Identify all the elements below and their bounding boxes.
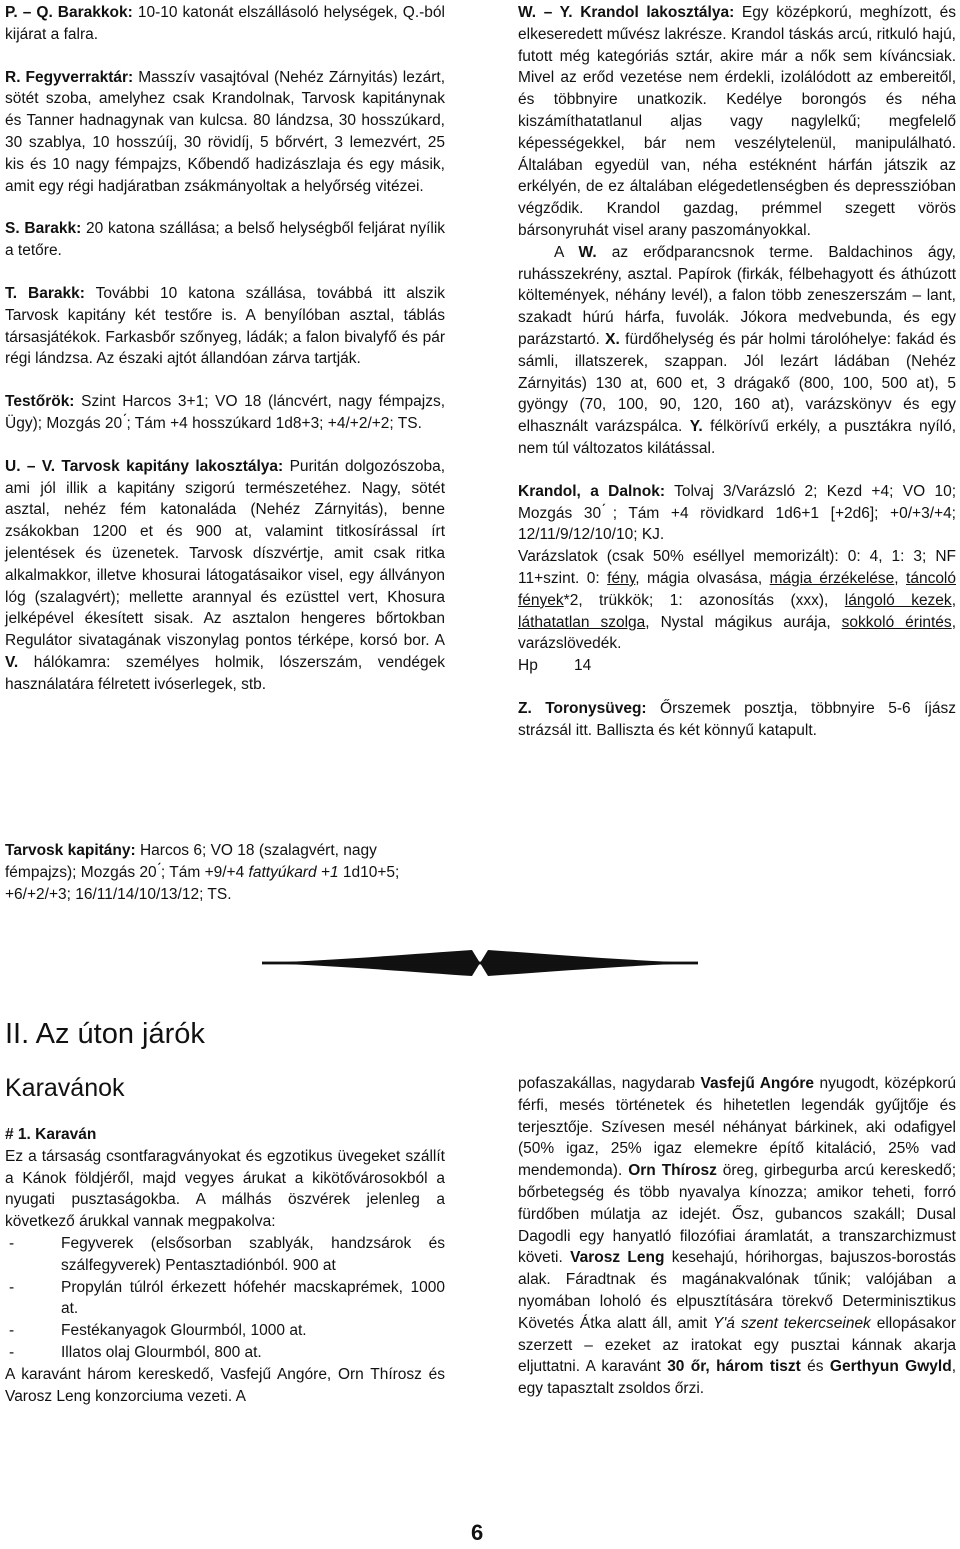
- caravan-title: # 1. Karaván: [5, 1126, 97, 1143]
- list-item: - Illatos olaj Glourmból, 800 at.: [9, 1343, 262, 1361]
- section-s: S. Barakk: 20 katona szállása; a belső helységből feljárat nyílik a tetőre.: [5, 220, 446, 260]
- right-column-bottom: [518, 1073, 956, 1400]
- krandol-hp: Hp 14: [518, 657, 592, 675]
- section-p-q: P. – Q. Barakkok: 10-10 katonát elszállásoló helységek, Q.-ból kijárat a falra.: [5, 4, 445, 43]
- guards-stats: Testőrök: Szint Harcos 3+1; VO 18 (láncvért, nagy fémpajzs, Ügy); Mozgás 20 ́; Tám +4 hosszúkard 1d8+3; +4/+2/+2; TS.: [5, 393, 445, 432]
- list-item: - Festékanyagok Glourmból, 1000 at.: [9, 1322, 307, 1340]
- section-heading: Karavánok: [5, 1074, 125, 1102]
- caravan-intro: Ez a társaság csontfaragványokat és egzotikus üvegeket szállít a Kánok földjéről, majd vegyes árukat a kikötővárosokból a nyugati pusztaságokba. A málhás öszvérek jelenleg a következő árukkal vannak megpakolva:: [5, 1147, 445, 1231]
- section-w-y: W. – Y. Krandol lakosztálya: Egy középkorú, meghízott, és elkeseredett művész lakrésze. Krandol táskás arcú, ritkuló hajú, futott még kategóriás sztár, akire már a nők sem kíváncsiak. Mivel az erőd vezetése nem érdekli, izolálódott az embereitől, és többnyire unatkozik. Kedélye borongós és néha kiszámíthatatlanul aljas vagy nagylelkű; megfelelő képességekkel, bár nem veszélytelenül, manipulálható. Általában egyedül van, néha estéknént hárfán játszik az erkélyén, de ez általában elégedetlenségben és depresszióban végződik. Krandol gazdag, prémmel szegett vörös bársonyruhát visel arany paszományokkal.: [518, 4, 956, 239]
- section-u-v: U. – V. Tarvosk kapitány lakosztálya: Puritán dolgozószoba, ami jól illik a kapitány szigorú természetéhez. Nagy, sötét asztal, nehéz fém katonaláda (Nehéz Zárnyitás), benne zsákokban 1200 et és 900 at, valamint titkosírással írt jelentések és üzenetek. Tarvosk díszvértje, amit csak ritka alkalmakkor, illetve khosurai látogatásaikor visel, egy állványon lóg (szalagvért); mellette arannyal és ezüsttel vert, Khosura jelképével ékesített sisak. Az asztalon hengeres bőrtokban Regulátor sivatagának viszonylag pontos térképe, korsó bor. A V. hálókamra: személyes holmik, lószerszám, vendégek használatára félretett ivóserlegek, stb.: [5, 457, 445, 693]
- right-column-top: [518, 2, 956, 742]
- section-t: T. Barakk: További 10 katona szállása, továbbá itt alszik Tarvosk kapitány két testőre is. A benyílóban asztal, táblás társasjátékok. Farkasbőr szőnyeg, ládák; a falon bivalyfő és pár régi lándzsa. Az északi ajtót állandóan zárva tartják.: [5, 284, 445, 368]
- left-column-top: [5, 2, 445, 696]
- krandol-spells: Varázslatok (csak 50% eséllyel memorizált): 0: 4, 1: 3; NF 11+szint. 0: fény, mágia olvasása, mágia érzékelése, táncoló fények*2, trükkök; 1: azonosítás (xxx), lángoló kezek, láthatatlan szolga, Nystal mágikus aurája, sokkoló érintés, varázslövedék.: [518, 548, 956, 653]
- goods-list: [5, 1233, 445, 1364]
- left-column-bottom: [5, 1124, 445, 1407]
- caravan-leaders: pofaszakállas, nagydarab Vasfejű Angóre nyugodt, középkorú férfi, mesés történetek és hihetetlen legendák gyűjtője és terjesztője. Szívesen mesél néhányat bárkinek, aki odafigyel (50% igaz, 25% igaz elemekre építő kitaláció, 25% vad mendemonda). Orn Thírosz öreg, girbegurba arcú kereskedő; bőrbetegség és több nyavalya kínozza; amikor teheti, forró fürdőben múlatja az idejét. Ősz, gubancos szakáll; Dusal Dagodli egy hanyatló filozófiai áramlatát, a transzarchizmust követi. Varosz Leng kesehajú, hórihorgas, bajuszos-borostás alak. Fáradtnak és magánakvalónak tűnik; valójában a nyomában loholó és elpusztítására törekvő Determinisztikus Követés Átka alatt áll, amit Y'á szent tekercseinek ellopásakor szerzett – ezeket az iratokat egy pusztai kánnak akarja eljuttatni. A karavánt 30 őr, három tiszt és Gerthyun Gwyld, egy tapasztalt zsoldos őrzi.: [518, 1075, 957, 1398]
- list-item: - Propylán túlról érkezett hófehér macskaprémek, 1000 at.: [9, 1278, 445, 1318]
- section-z: Z. Toronysüveg: Őrszemek posztja, többnyire 5-6 íjász strázsál itt. Balliszta és két könnyű katapult.: [518, 699, 956, 739]
- ornament-divider-icon: [262, 946, 698, 980]
- captain-stats: Tarvosk kapitány: Harcos 6; VO 18 (szalagvért, nagy fémpajzs); Mozgás 20 ́; Tám +9/+4 fattyúkard +1 1d10+5; +6/+2/+3; 16/11/14/10/13/12; TS.: [5, 842, 400, 903]
- section-r: R. Fegyverraktár: Masszív vasajtóval (Nehéz Zárnyitás) lezárt, sötét szoba, amelyhez csak Krandolnak, Tarvosk kapitánynak és Tanner hadnagynak van kulcsa. 80 lándzsa, 30 hosszúkard, 30 szablya, 10 hosszúíj, 30 rövidíj, 5 bőrvért, 3 lemezvért, 25 kis és 10 nagy fémpajzs, Kőbendő hadizászlaja és egy másik, amit egy régi hadjáratban zsákmányoltak a helyőrség vitézei.: [5, 68, 446, 195]
- section-w-detail: A W. az erődparancsnok terme. Baldachinos ágy, ruhásszekrény, asztal. Papírok (firkák, félbehagyott és áthúzott költemények, néhány levél), a falon több zeneszerszám – lant, szakadt húrú hárfa, fuvolák. Jókora medvebunda, és egy parázstartó. X. fürdőhelység és pár holmi tárolóhelye: fakád és sámli, illatszerek, szappan. Jól lezárt ládában (Nehéz Zárnyitás) 130 at, 600 et, 3 drágakő (800, 100, 500 at), 5 gyöngy (70, 100, 90, 120, 160 at), varázskönyv és egy elhasznált varázspálca. Y. félkörívű erkély, a pusztákra nyíló, nem túl változatos kilátással.: [518, 243, 957, 457]
- caravan-outro: A karavánt három kereskedő, Vasfejű Angóre, Orn Thírosz és Varosz Leng konzorciuma vezeti. A: [5, 1365, 445, 1405]
- page-number: 6: [471, 1520, 484, 1545]
- krandol-stats: Krandol, a Dalnok: Tolvaj 3/Varázsló 2; Kezd +4; VO 10; Mozgás 30 ́; Tám +4 rövidkard 1d6+1 [+2d6]; +0/+3/+4; 12/11/9/12/10/10; KJ.: [518, 482, 957, 544]
- list-item: - Fegyverek (elsősorban szablyák, handzsárok és szálfegyverek) Pentasztadiónból. 900 at: [9, 1234, 445, 1274]
- chapter-heading: II. Az úton járók: [5, 1018, 205, 1050]
